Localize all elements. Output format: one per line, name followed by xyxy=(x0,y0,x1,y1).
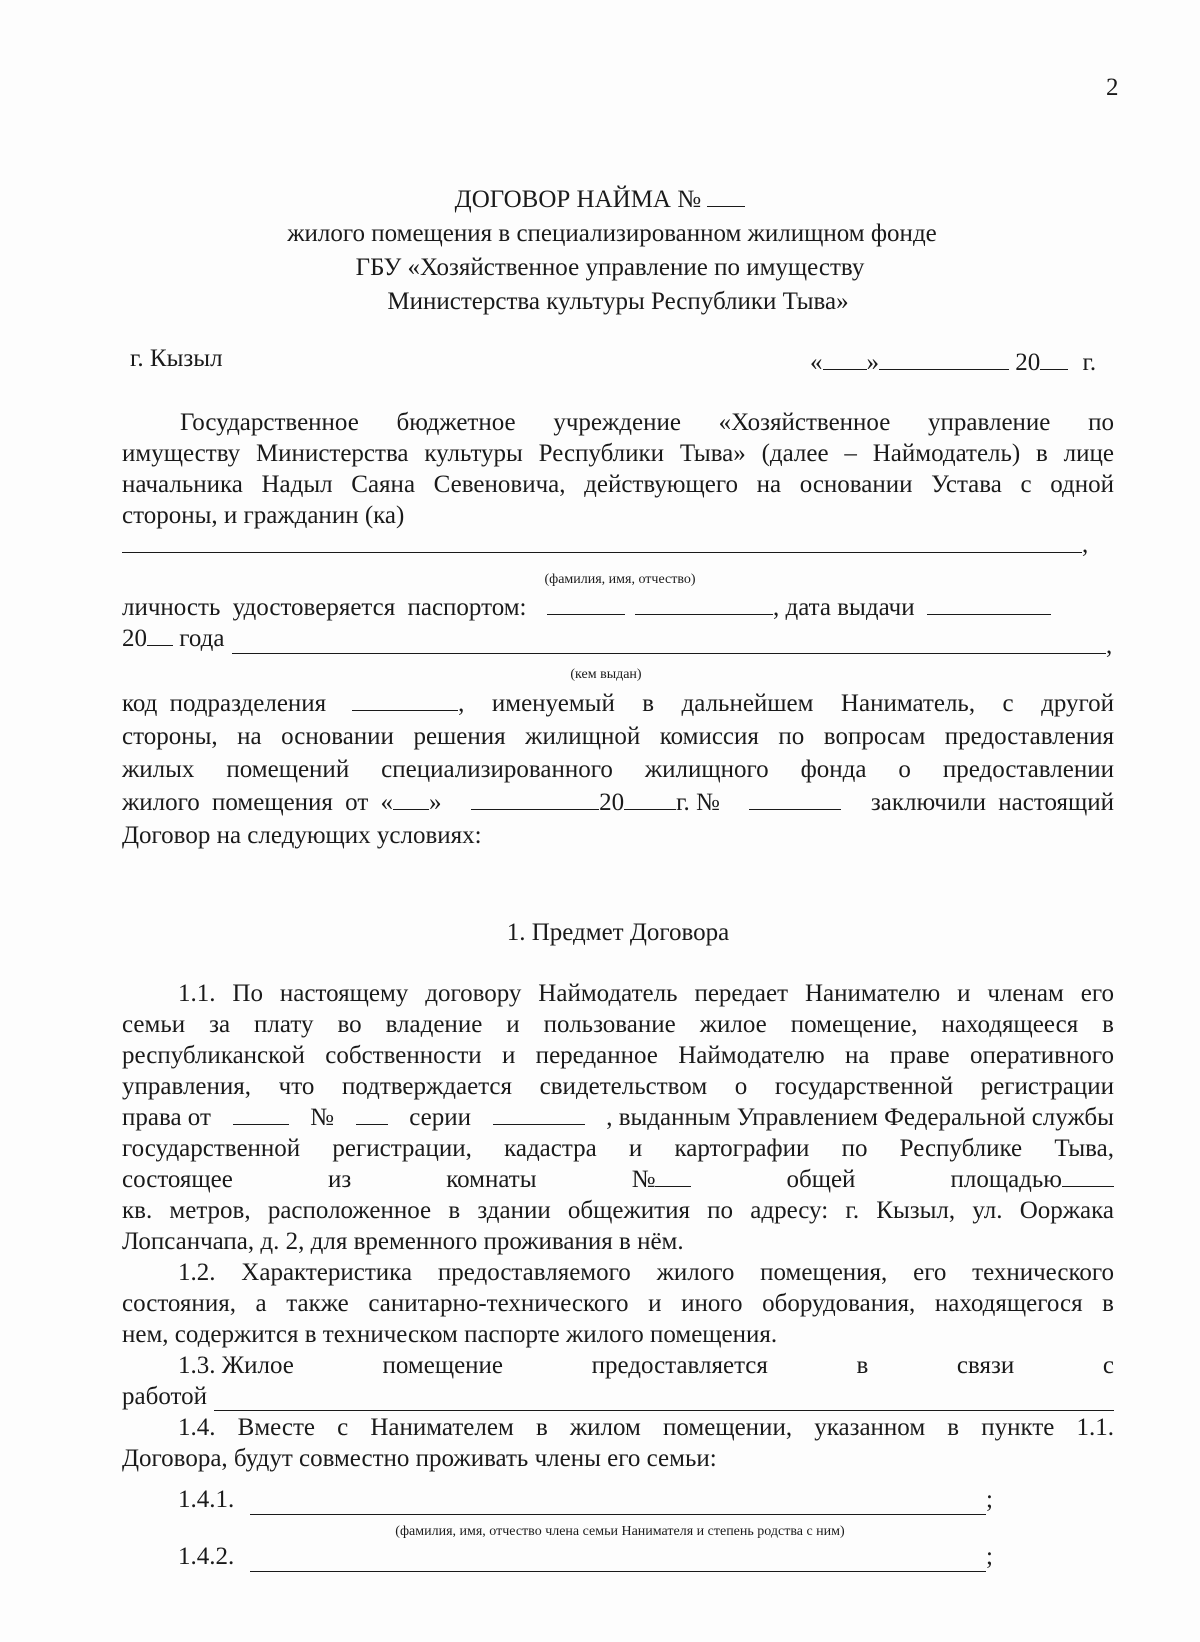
month-blank xyxy=(879,347,1009,370)
p13-line-1 xyxy=(178,1350,1114,1381)
date-close-quote: » xyxy=(866,349,879,376)
family-member-2-blank xyxy=(250,1571,986,1572)
caption-family-member: (фамилия, имя, отчество члена семьи Нанимателя и степень родства с ним) xyxy=(395,1524,845,1539)
cert-number-label: № xyxy=(310,1104,334,1131)
p11-line-8: кв. метров, расположенное в здании общежития по адресу: г. Кызыл, ул. Ооржака xyxy=(122,1197,1114,1224)
p14-line-2: Договора, будут совместно проживать члены его семьи: xyxy=(122,1445,717,1472)
of-word: из xyxy=(327,1166,352,1193)
date-open-quote: « xyxy=(810,349,823,376)
section-1-title: 1. Предмет Договора xyxy=(506,919,730,946)
decision-date-close: » xyxy=(429,789,442,816)
p11-line-3: республиканской собственности и переданное Наймодателю на праве оперативного xyxy=(122,1042,1114,1069)
code-blank xyxy=(352,688,458,711)
area-blank xyxy=(1062,1164,1114,1187)
intro-line-2: имуществу Министерства культуры Республики Тыва» (далее – Наймодатель) в лице xyxy=(122,440,1114,467)
right-date-blank xyxy=(233,1102,289,1125)
p13-word-6: с xyxy=(1102,1352,1114,1379)
p14-line-1: 1.4. Вместе с Нанимателем в жилом помещении, указанном в пункте 1.1. xyxy=(178,1414,1114,1441)
room-number-blank xyxy=(655,1164,691,1187)
issued-by-rosreestr: , выданным Управлением Федеральной службы xyxy=(606,1104,1114,1131)
p11-line-7 xyxy=(122,1164,1114,1195)
item-1-4-1: 1.4.1. xyxy=(178,1486,235,1513)
caption-issued-by: (кем выдан) xyxy=(570,667,642,682)
year-prefix: 20 xyxy=(1015,349,1041,376)
passport-line-1 xyxy=(122,592,1051,623)
item-1-4-2: 1.4.2. xyxy=(178,1543,235,1570)
code-line-5: Договор на следующих условиях: xyxy=(122,822,482,849)
item-1-4-2-semicolon: ; xyxy=(986,1543,993,1570)
passport-series-blank xyxy=(547,592,625,615)
year-suffix: г. xyxy=(1082,349,1097,376)
area-word: площадью xyxy=(950,1166,1062,1193)
decision-day-blank xyxy=(393,787,429,810)
p12-line-2: состояния, а также санитарно-технического и иного оборудования, находящегося в xyxy=(122,1290,1114,1317)
p12-line-3: нем, содержится в техническом паспорте жилого помещения. xyxy=(122,1321,778,1348)
p11-line-1: 1.1. По настоящему договору Наймодатель передает Нанимателю и членам его xyxy=(178,980,1114,1007)
issue-date-blank xyxy=(927,592,1051,615)
work-blank xyxy=(214,1410,1114,1411)
code-line-2: стороны, на основании решения жилищной комиссия по вопросам предоставления xyxy=(122,723,1114,750)
year-label: года xyxy=(179,625,225,652)
day-blank xyxy=(823,347,867,370)
title-text: ДОГОВОР НАЙМА № xyxy=(454,186,702,213)
p11-line-5 xyxy=(122,1102,1114,1133)
code-label: код подразделения xyxy=(122,690,327,717)
issue-year-blank xyxy=(147,623,173,646)
intro-line-1: Государственное бюджетное учреждение «Хозяйственное управление по xyxy=(180,409,1114,436)
item-1-4-1-semicolon: ; xyxy=(986,1486,993,1513)
caption-fio: (фамилия, имя, отчество) xyxy=(544,572,696,587)
date-line xyxy=(810,347,1096,378)
total-word: общей xyxy=(786,1166,856,1193)
decision-number-label: г. № xyxy=(676,789,720,816)
decision-date-open: жилого помещения от « xyxy=(122,789,394,816)
title-line-4: Министерства культуры Республики Тыва» xyxy=(387,288,849,315)
tenant-name-blank xyxy=(122,552,1082,553)
intro-line-4: стороны, и гражданин (ка) xyxy=(122,502,405,529)
title-line-3: ГБУ «Хозяйственное управление по имуществу xyxy=(355,254,865,281)
p11-line-9: Лопсанчапа, д. 2, для временного проживания в нём. xyxy=(122,1228,684,1255)
p13-line-2: работой xyxy=(122,1383,207,1410)
decision-month-blank xyxy=(471,787,599,810)
issued-by-blank xyxy=(232,653,1106,654)
decision-number-blank xyxy=(749,787,841,810)
tenant-name-comma: , xyxy=(1082,531,1089,558)
issue-year-prefix: 20 xyxy=(122,625,147,652)
year-blank xyxy=(1040,347,1068,370)
passport-number-blank xyxy=(635,592,773,615)
family-member-1-blank xyxy=(250,1514,986,1515)
p13-word-5: связи xyxy=(956,1352,1015,1379)
passport-label: личность удостоверяется паспортом: xyxy=(122,594,527,621)
room-number-label: № xyxy=(631,1166,656,1193)
p13-word-4: в xyxy=(856,1352,869,1379)
passport-line-2 xyxy=(122,623,224,654)
decision-year-prefix: 20 xyxy=(599,789,625,816)
cert-series-label: серии xyxy=(409,1104,471,1131)
decision-year-blank xyxy=(624,787,676,810)
page-number: 2 xyxy=(1106,74,1119,101)
cert-series-blank xyxy=(493,1102,585,1125)
issued-by-comma: , xyxy=(1106,632,1113,659)
code-line-4 xyxy=(122,787,1114,818)
p11-line-6: государственной регистрации, кадастра и картографии по Республике Тыва, xyxy=(122,1135,1114,1162)
p13-word-1: 1.3. Жилое xyxy=(178,1352,294,1379)
intro-line-3: начальника Надыл Саяна Севеновича, действующего на основании Устава с одной xyxy=(122,471,1114,498)
p11-line-4: управления, что подтверждается свидетельством о государственной регистрации xyxy=(122,1073,1114,1100)
code-line-1 xyxy=(122,688,1114,719)
p11-line-2: семьи за плату во владение и пользование жилое помещение, находящееся в xyxy=(122,1011,1114,1038)
right-from-label: права от xyxy=(122,1104,211,1131)
concluded-text: заключили настоящий xyxy=(870,789,1114,816)
place: г. Кызыл xyxy=(130,345,223,372)
p13-word-2: помещение xyxy=(382,1352,504,1379)
contract-title xyxy=(0,183,1200,217)
code-line-3: жилых помещений специализированного жилищного фонда о предоставлении xyxy=(122,756,1114,783)
p12-line-1: 1.2. Характеристика предоставляемого жилого помещения, его технического xyxy=(178,1259,1114,1286)
issue-date-label: , дата выдачи xyxy=(773,594,915,621)
code-line-1-rest: , именуемый в дальнейшем Наниматель, с другой xyxy=(458,690,1114,717)
contract-number-blank xyxy=(707,184,745,207)
p13-word-3: предоставляется xyxy=(591,1352,768,1379)
consisting-word: состоящее xyxy=(122,1166,233,1193)
room-word: комнаты xyxy=(446,1166,537,1193)
cert-number-blank xyxy=(356,1102,388,1125)
title-line-2: жилого помещения в специализированном жилищном фонде xyxy=(287,220,937,247)
